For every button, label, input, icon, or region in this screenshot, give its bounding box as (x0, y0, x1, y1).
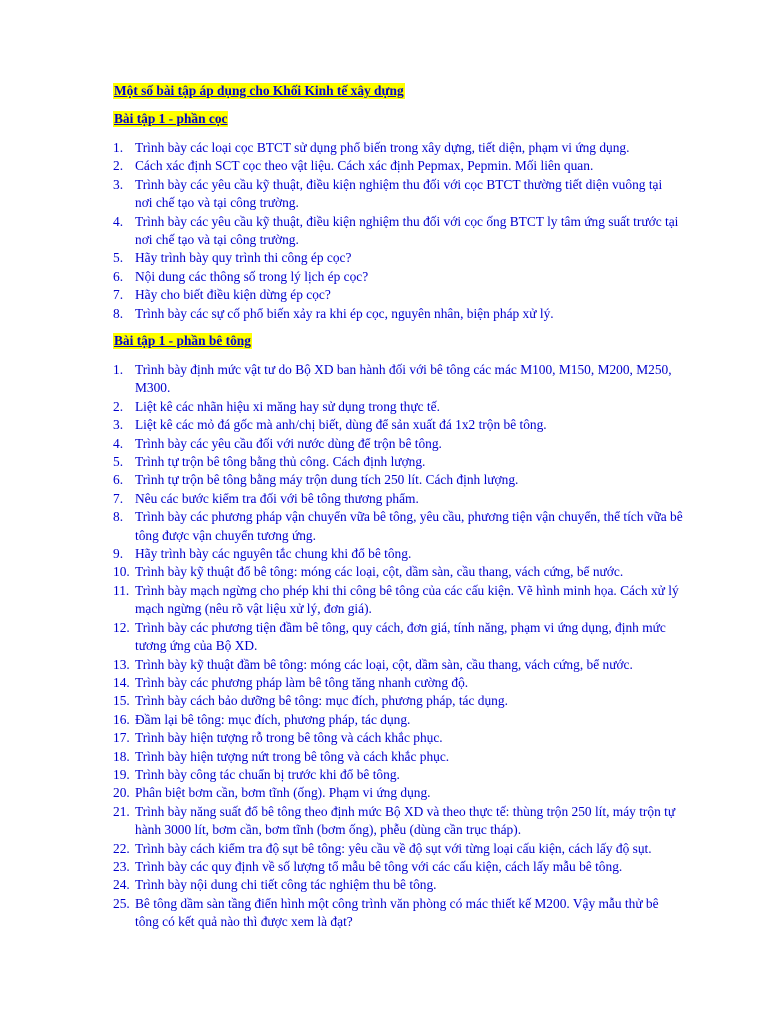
list-item-text: Trình bày các phương pháp vận chuyển vữa bê tông, yêu cầu, phương tiện vận chuyển, thể tích vữa bê tông được vận chuyển tương ứng. (135, 509, 683, 543)
list-item-number: 1. (113, 362, 124, 377)
list-item-number: 6. (113, 472, 124, 488)
list-item (113, 157, 683, 175)
list-item-text: Trình bày kỹ thuật đầm bê tông: móng các loại, cột, dầm sàn, cầu thang, vách cứng, bể nước. (135, 656, 633, 672)
list-item-number: 25. (113, 895, 130, 911)
list-item-text: Trình bày nội dung chi tiết công tác nghiệm thu bê tông. (135, 877, 437, 893)
list-item (113, 563, 683, 581)
list-item (113, 139, 683, 157)
list-item-text: Trình bày các yêu cầu đối với nước dùng để trộn bê tông. (135, 435, 442, 451)
list-item-number: 13. (113, 656, 130, 672)
list-item (113, 619, 683, 656)
list-item-number: 1. (113, 140, 124, 155)
list-item-text: Trình bày cách bảo dưỡng bê tông: mục đích, phương pháp, tác dụng. (135, 693, 508, 709)
list-item (113, 858, 683, 876)
list-item-number: 19. (113, 766, 130, 782)
list-item (113, 674, 683, 692)
list-item-text: Trình bày các sự cố phổ biến xảy ra khi ép cọc, nguyên nhân, biện pháp xử lý. (135, 305, 554, 321)
list-item-text: Hãy trình bày quy trình thi công ép cọc? (135, 250, 352, 266)
list-item (113, 416, 683, 434)
list-item-number: 9. (113, 546, 124, 562)
list-item (113, 361, 683, 398)
list-item-number: 3. (113, 176, 124, 192)
list-item-text: Trình tự trộn bê tông bằng thủ công. Cách định lượng. (135, 454, 426, 470)
list-item (113, 508, 683, 545)
list-item-text: Trình bày công tác chuẩn bị trước khi đổ bê tông. (135, 766, 400, 782)
list-item (113, 729, 683, 747)
list-item (113, 784, 683, 802)
list-item-number: 8. (113, 305, 124, 321)
list-item-number: 23. (113, 858, 130, 874)
list-item (113, 305, 683, 323)
list-item (113, 582, 683, 619)
list-item-text: Trình tự trộn bê tông bằng máy trộn dung tích 250 lít. Cách định lượng. (135, 472, 519, 488)
list-item-number: 6. (113, 268, 124, 284)
list-item-text: Trình bày các loại cọc BTCT sử dụng phổ biến trong xây dựng, tiết diện, phạm vi ứng dụng. (135, 140, 630, 155)
list-item (113, 286, 683, 304)
list-item-text: Nội dung các thông số trong lý lịch ép cọc? (135, 268, 369, 284)
list-item-number: 7. (113, 490, 124, 506)
list-item-text: Đầm lại bê tông: mục đích, phương pháp, tác dụng. (135, 711, 411, 727)
list-item (113, 398, 683, 416)
list-item-number: 12. (113, 619, 130, 635)
list-item-number: 4. (113, 435, 124, 451)
list-item-text: Trình bày mạch ngừng cho phép khi thi công bê tông của các cấu kiện. Vẽ hình minh họa. Cách xử lý mạch ngừng (nêu rõ vật liệu xử lý, đơn giá). (135, 582, 679, 617)
list-item-number: 5. (113, 250, 124, 266)
list-item-text: Hãy cho biết điều kiện dừng ép cọc? (135, 287, 331, 303)
list-item-number: 4. (113, 213, 124, 229)
list-item (113, 249, 683, 267)
section-heading-coc: Bài tập 1 - phần cọc (114, 111, 228, 126)
list-item-text: Trình bày các quy định về số lượng tổ mẫu bê tông với các cấu kiện, cách lấy mẫu bê tông. (135, 858, 623, 874)
list-item (113, 453, 683, 471)
list-item (113, 176, 683, 213)
list-item-number: 20. (113, 785, 130, 801)
list-item-number: 18. (113, 748, 130, 764)
question-list-be-tong (113, 361, 683, 932)
list-item-text: Cách xác định SCT cọc theo vật liệu. Cách xác định Pepmax, Pepmin. Mối liên quan. (135, 158, 594, 174)
list-item-number: 14. (113, 674, 130, 690)
list-item (113, 803, 683, 840)
list-item-number: 5. (113, 454, 124, 470)
list-item-text: Hãy trình bày các nguyên tắc chung khi đổ bê tông. (135, 546, 412, 562)
list-item-number: 8. (113, 509, 124, 525)
list-item-text: Trình bày năng suất đổ bê tông theo định mức Bộ XD và theo thực tế: thùng trộn 250 lít, máy trộn tự hành 3000 lít, bơm cần, bơm tĩnh (bơm ống), phễu (dùng cần trục tháp). (135, 803, 676, 838)
list-item-number: 21. (113, 803, 130, 819)
list-item (113, 213, 683, 250)
list-item-number: 15. (113, 693, 130, 709)
list-item (113, 876, 683, 894)
list-item-text: Trình bày kỹ thuật đổ bê tông: móng các loại, cột, dầm sàn, cầu thang, vách cứng, bể nước. (135, 564, 624, 580)
list-item-text: Trình bày hiện tượng nứt trong bê tông và cách khắc phục. (135, 748, 450, 764)
list-item-text: Trình bày định mức vật tư do Bộ XD ban hành đối với bê tông các mác M100, M150, M200, M250, M300. (135, 362, 672, 396)
list-item-number: 3. (113, 417, 124, 433)
list-item (113, 895, 683, 932)
list-item-number: 11. (113, 582, 130, 598)
list-item-number: 24. (113, 877, 130, 893)
list-item-number: 2. (113, 158, 124, 174)
list-item-number: 7. (113, 287, 124, 303)
list-item-text: Trình bày các phương pháp làm bê tông tăng nhanh cường độ. (135, 674, 469, 690)
list-item-text: Phân biệt bơm cần, bơm tĩnh (ống). Phạm vi ứng dụng. (135, 785, 431, 801)
question-list-coc (113, 139, 683, 323)
list-item (113, 766, 683, 784)
list-item-text: Trình bày cách kiểm tra độ sụt bê tông: yêu cầu về độ sụt với từng loại cấu kiện, cách lấy độ sụt. (135, 840, 652, 856)
list-item (113, 268, 683, 286)
section-heading-be-tong: Bài tập 1 - phần bê tông (114, 333, 251, 348)
list-item-number: 10. (113, 564, 130, 580)
list-item (113, 545, 683, 563)
list-item-number: 2. (113, 398, 124, 414)
list-item (113, 471, 683, 489)
document-title: Một số bài tập áp dụng cho Khối Kinh tế xây dựng (114, 83, 404, 98)
list-item (113, 435, 683, 453)
list-item (113, 490, 683, 508)
list-item-text: Trình bày các phương tiện đầm bê tông, quy cách, đơn giá, tính năng, phạm vi ứng dụng, định mức tương ứng của Bộ XD. (135, 619, 666, 654)
list-item-text: Liệt kê các mỏ đá gốc mà anh/chị biết, dùng để sản xuất đá 1x2 trộn bê tông. (135, 417, 547, 433)
list-item-text: Liệt kê các nhãn hiệu xi măng hay sử dụng trong thực tế. (135, 398, 440, 414)
list-item-text: Nêu các bước kiểm tra đối với bê tông thương phẩm. (135, 490, 419, 506)
list-item (113, 656, 683, 674)
list-item-number: 22. (113, 840, 130, 856)
list-item (113, 748, 683, 766)
list-item (113, 711, 683, 729)
list-item (113, 840, 683, 858)
list-item-text: Bê tông dầm sàn tầng điển hình một công trình văn phòng có mác thiết kế M200. Vậy mẫu thử bê tông có kết quả nào thì được xem là đạt? (135, 895, 659, 930)
list-item-number: 16. (113, 711, 130, 727)
list-item (113, 692, 683, 710)
list-item-number: 17. (113, 730, 130, 746)
list-item-text: Trình bày các yêu cầu kỹ thuật, điều kiện nghiệm thu đối với cọc BTCT thường tiết diện vuông tại nơi chế tạo và tại công trường. (135, 176, 663, 211)
list-item-text: Trình bày các yêu cầu kỹ thuật, điều kiện nghiệm thu đối với cọc ống BTCT ly tâm ứng suất trước tại nơi chế tạo và tại công trường. (135, 213, 679, 248)
list-item-text: Trình bày hiện tượng rỗ trong bê tông và cách khắc phục. (135, 730, 443, 746)
